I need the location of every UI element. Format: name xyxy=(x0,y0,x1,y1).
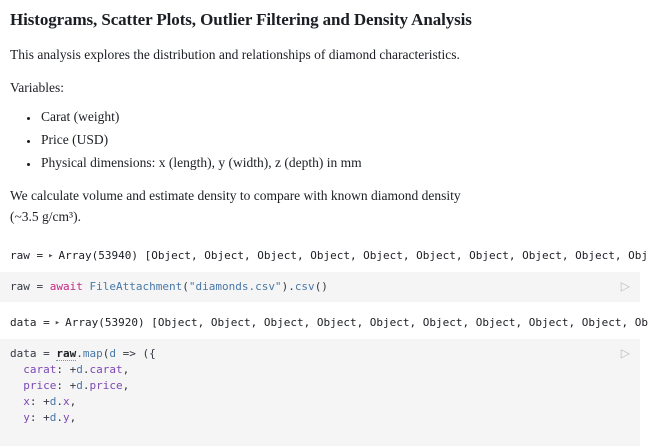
page-title: Histograms, Scatter Plots, Outlier Filtering and Density Analysis xyxy=(10,10,472,29)
cell-output-data xyxy=(0,311,648,335)
code-line[interactable]: carat: +d.carat, xyxy=(23,363,130,376)
output-lhs: data = xyxy=(10,316,50,329)
code-line[interactable]: raw = await FileAttachment("diamonds.csv").csv() xyxy=(10,280,328,293)
intro-paragraph: This analysis explores the distribution and relationships of diamond characteristics. xyxy=(10,47,460,62)
code-cell-data[interactable] xyxy=(0,339,640,446)
density-note-line2: (~3.5 g/cm³). xyxy=(10,209,81,224)
expand-triangle-icon[interactable]: ▸ xyxy=(48,251,54,261)
output-lhs: raw = xyxy=(10,249,44,262)
code-line[interactable]: x: +d.x, xyxy=(23,395,77,408)
output-value: Array(53920) [Object, Object, Object, Object, Object, Object, Object, Object, Object, Ob xyxy=(65,316,648,329)
code-line[interactable]: y: +d.y, xyxy=(23,411,77,424)
code-line[interactable]: price: +d.price, xyxy=(23,379,130,392)
density-note-line1: We calculate volume and estimate density to compare with known diamond density xyxy=(10,188,461,203)
code-line[interactable]: data = raw.map(d => ({ xyxy=(10,347,156,360)
expand-triangle-icon[interactable]: ▸ xyxy=(54,318,61,328)
variables-label: Variables: xyxy=(10,80,64,95)
cell-output-raw xyxy=(0,244,648,268)
run-cell-button[interactable]: ▷ xyxy=(620,279,630,293)
list-item: • Carat (weight) xyxy=(39,105,630,128)
list-item: • Price (USD) xyxy=(39,128,630,151)
density-note xyxy=(10,185,630,227)
markdown-section xyxy=(0,9,640,227)
variables-list xyxy=(10,105,630,174)
code-cell-raw[interactable] xyxy=(0,272,640,302)
list-item: • Physical dimensions: x (length), y (width), z (depth) in mm xyxy=(39,151,630,174)
output-value: Array(53940) [Object, Object, Object, Object, Object, Object, Object, Object, Object, Obj xyxy=(58,249,648,262)
notebook-page xyxy=(0,9,648,424)
run-cell-button[interactable]: ▷ xyxy=(620,346,630,360)
